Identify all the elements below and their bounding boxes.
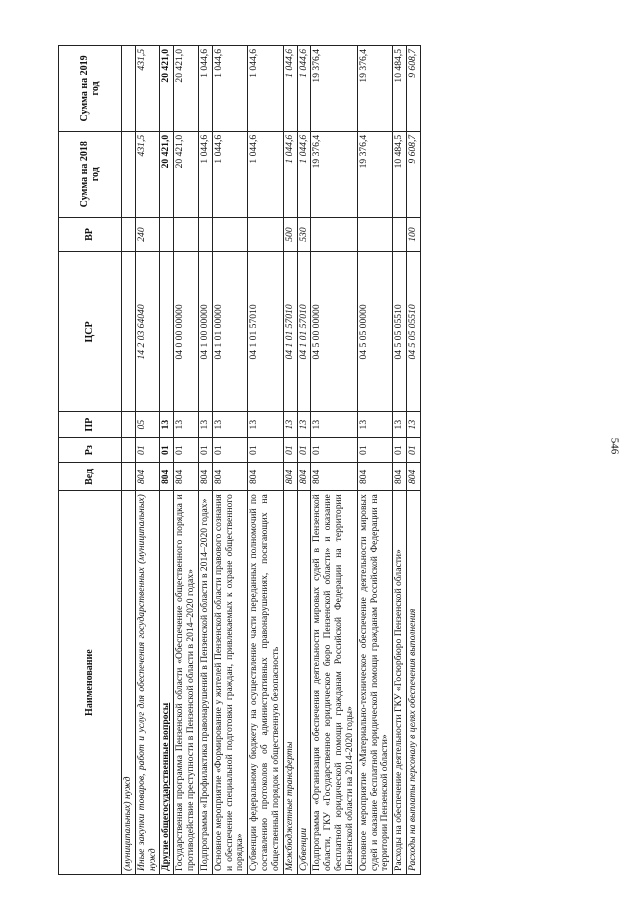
header-sum-2019: Сумма на 2019 год	[59, 46, 122, 132]
cell-sum-2018: 19 376,4	[357, 131, 392, 217]
cell-sum-2019: 10 484,5	[393, 46, 407, 132]
cell-rz: 01	[198, 437, 212, 463]
cell-rz: 01	[212, 437, 247, 463]
cell-name: (муниципальных) нужд	[122, 491, 136, 875]
cell-name: Государственная программа Пензенской области «Обеспечение общественного порядка и противодействие преступности в Пензенской области в 2014–2020 годах»	[174, 491, 199, 875]
budget-table	[58, 45, 421, 875]
cell-sum-2019: 1 044,6	[212, 46, 247, 132]
header-sum-2018: Сумма на 2018 год	[59, 131, 122, 217]
cell-pr: 13	[283, 412, 297, 438]
cell-csr	[122, 252, 136, 412]
header-ved: Вед	[59, 463, 122, 491]
cell-sum-2019: 1 044,6	[198, 46, 212, 132]
cell-rz: 01	[135, 437, 160, 463]
cell-sum-2018: 9 608,7	[407, 131, 421, 217]
cell-sum-2018: 1 044,6	[248, 131, 283, 217]
cell-sum-2019: 19 376,4	[357, 46, 392, 132]
cell-ved: 804	[311, 463, 357, 491]
header-vr: ВР	[59, 217, 122, 252]
cell-csr: 04 0 00 00000	[174, 252, 199, 412]
cell-name: Расходы на выплаты персоналу в целях обеспечения выполнения	[407, 491, 421, 875]
cell-sum-2018: 20 421,0	[160, 131, 174, 217]
cell-name: Субвенции федеральному бюджету на осуществление части переданных полномочий по составлению протоколов об административных правонарушениях, посягающих на общественный порядок и общественную безопасность	[248, 491, 283, 875]
cell-vr	[212, 217, 247, 252]
cell-csr	[160, 252, 174, 412]
cell-ved: 804	[248, 463, 283, 491]
cell-pr: 13	[297, 412, 311, 438]
cell-csr: 04 5 05 00000	[357, 252, 392, 412]
cell-sum-2018: 1 044,6	[212, 131, 247, 217]
cell-rz: 01	[248, 437, 283, 463]
cell-vr: 500	[283, 217, 297, 252]
cell-rz: 01	[297, 437, 311, 463]
rotated-page-content	[58, 45, 605, 875]
table-row	[283, 46, 297, 875]
cell-name: Подпрограмма «Организация обеспечения деятельности мировых судей в Пензенской области, ГКУ «Государственное юридическое бюро Пензенской области» и оказание бесплатной юридической помощи гражданам Российской Федерации на территории Пензенской области на 2014-2020 годы»	[311, 491, 357, 875]
table-row	[198, 46, 212, 875]
cell-vr	[160, 217, 174, 252]
cell-pr: 13	[212, 412, 247, 438]
table-row	[393, 46, 407, 875]
cell-vr: 100	[407, 217, 421, 252]
table-row	[311, 46, 357, 875]
cell-vr: 240	[135, 217, 160, 252]
cell-pr: 13	[407, 412, 421, 438]
cell-ved: 804	[357, 463, 392, 491]
cell-name: Иные закупки товаров, работ и услуг для обеспечения государственных (муниципальных) нужд	[135, 491, 160, 875]
table-row	[160, 46, 174, 875]
table-row	[248, 46, 283, 875]
cell-sum-2019: 19 376,4	[311, 46, 357, 132]
cell-vr	[248, 217, 283, 252]
cell-sum-2018: 1 044,6	[283, 131, 297, 217]
header-name: Наименование	[59, 491, 122, 875]
header-csr: ЦСР	[59, 252, 122, 412]
cell-csr: 04 5 00 00000	[311, 252, 357, 412]
header-pr: ПР	[59, 412, 122, 438]
cell-pr: 13	[248, 412, 283, 438]
cell-csr: 04 5 05 05510	[407, 252, 421, 412]
cell-pr: 13	[311, 412, 357, 438]
table-header-row	[59, 46, 122, 875]
cell-sum-2019: 1 044,6	[297, 46, 311, 132]
cell-ved: 804	[198, 463, 212, 491]
cell-rz: 01	[160, 437, 174, 463]
cell-sum-2019: 1 044,6	[283, 46, 297, 132]
cell-name: Другие общегосударственные вопросы	[160, 491, 174, 875]
cell-name: Основное мероприятие «Формирование у жителей Пензенской области правового сознания и обеспечение специальной подготовки граждан, привлекаемых к охране общественного порядка»	[212, 491, 247, 875]
cell-sum-2019: 9 608,7	[407, 46, 421, 132]
table-row	[407, 46, 421, 875]
cell-sum-2018: 19 376,4	[311, 131, 357, 217]
cell-rz: 01	[357, 437, 392, 463]
cell-vr	[357, 217, 392, 252]
cell-ved: 804	[174, 463, 199, 491]
cell-pr: 13	[174, 412, 199, 438]
cell-sum-2018: 10 484,5	[393, 131, 407, 217]
cell-sum-2019	[122, 46, 136, 132]
cell-sum-2019: 431,5	[135, 46, 160, 132]
cell-name: Подпрограмма «Профилактика правонарушений в Пензенской области в 2014–2020 годах»	[198, 491, 212, 875]
cell-ved: 804	[393, 463, 407, 491]
page-number: 546	[608, 437, 621, 455]
cell-ved: 804	[407, 463, 421, 491]
cell-sum-2019: 20 421,0	[160, 46, 174, 132]
cell-vr	[198, 217, 212, 252]
cell-vr	[393, 217, 407, 252]
cell-pr: 13	[393, 412, 407, 438]
cell-rz: 01	[283, 437, 297, 463]
table-row	[174, 46, 199, 875]
cell-csr: 04 5 05 05510	[393, 252, 407, 412]
cell-ved: 804	[283, 463, 297, 491]
cell-csr: 04 1 01 00000	[212, 252, 247, 412]
cell-name: Субвенции	[297, 491, 311, 875]
cell-sum-2018: 431,5	[135, 131, 160, 217]
cell-rz: 01	[407, 437, 421, 463]
cell-rz: 01	[393, 437, 407, 463]
cell-csr: 04 1 01 57010	[248, 252, 283, 412]
cell-vr	[311, 217, 357, 252]
cell-pr: 13	[198, 412, 212, 438]
cell-vr: 530	[297, 217, 311, 252]
cell-ved: 804	[135, 463, 160, 491]
cell-ved	[122, 463, 136, 491]
cell-pr: 05	[135, 412, 160, 438]
cell-rz	[122, 437, 136, 463]
cell-sum-2018: 1 044,6	[198, 131, 212, 217]
table-body	[122, 46, 421, 875]
cell-vr	[174, 217, 199, 252]
cell-name: Расходы на обеспечение деятельности ГКУ «Госюрбюро Пензенской области»	[393, 491, 407, 875]
cell-csr: 04 1 00 00000	[198, 252, 212, 412]
cell-pr: 13	[357, 412, 392, 438]
cell-sum-2019: 20 421,0	[174, 46, 199, 132]
cell-ved: 804	[160, 463, 174, 491]
cell-pr: 13	[160, 412, 174, 438]
cell-csr: 14 2 03 64040	[135, 252, 160, 412]
table-row	[122, 46, 136, 875]
cell-vr	[122, 217, 136, 252]
cell-sum-2018	[122, 131, 136, 217]
table-row	[212, 46, 247, 875]
cell-pr	[122, 412, 136, 438]
table-row	[297, 46, 311, 875]
table-row	[135, 46, 160, 875]
cell-sum-2018: 20 421,0	[174, 131, 199, 217]
cell-rz: 01	[174, 437, 199, 463]
cell-csr: 04 1 01 57010	[283, 252, 297, 412]
cell-csr: 04 1 01 57010	[297, 252, 311, 412]
cell-name: Межбюджетные трансферты	[283, 491, 297, 875]
cell-ved: 804	[297, 463, 311, 491]
cell-ved: 804	[212, 463, 247, 491]
cell-sum-2019: 1 044,6	[248, 46, 283, 132]
cell-rz: 01	[311, 437, 357, 463]
cell-name: Основное мероприятие «Материально-техническое обеспечение деятельности мировых судей и оказание бесплатной юридической помощи гражданам Российской Федерации на территории Пензенской области»	[357, 491, 392, 875]
table-row	[357, 46, 392, 875]
cell-sum-2018: 1 044,6	[297, 131, 311, 217]
header-rz: Рз	[59, 437, 122, 463]
